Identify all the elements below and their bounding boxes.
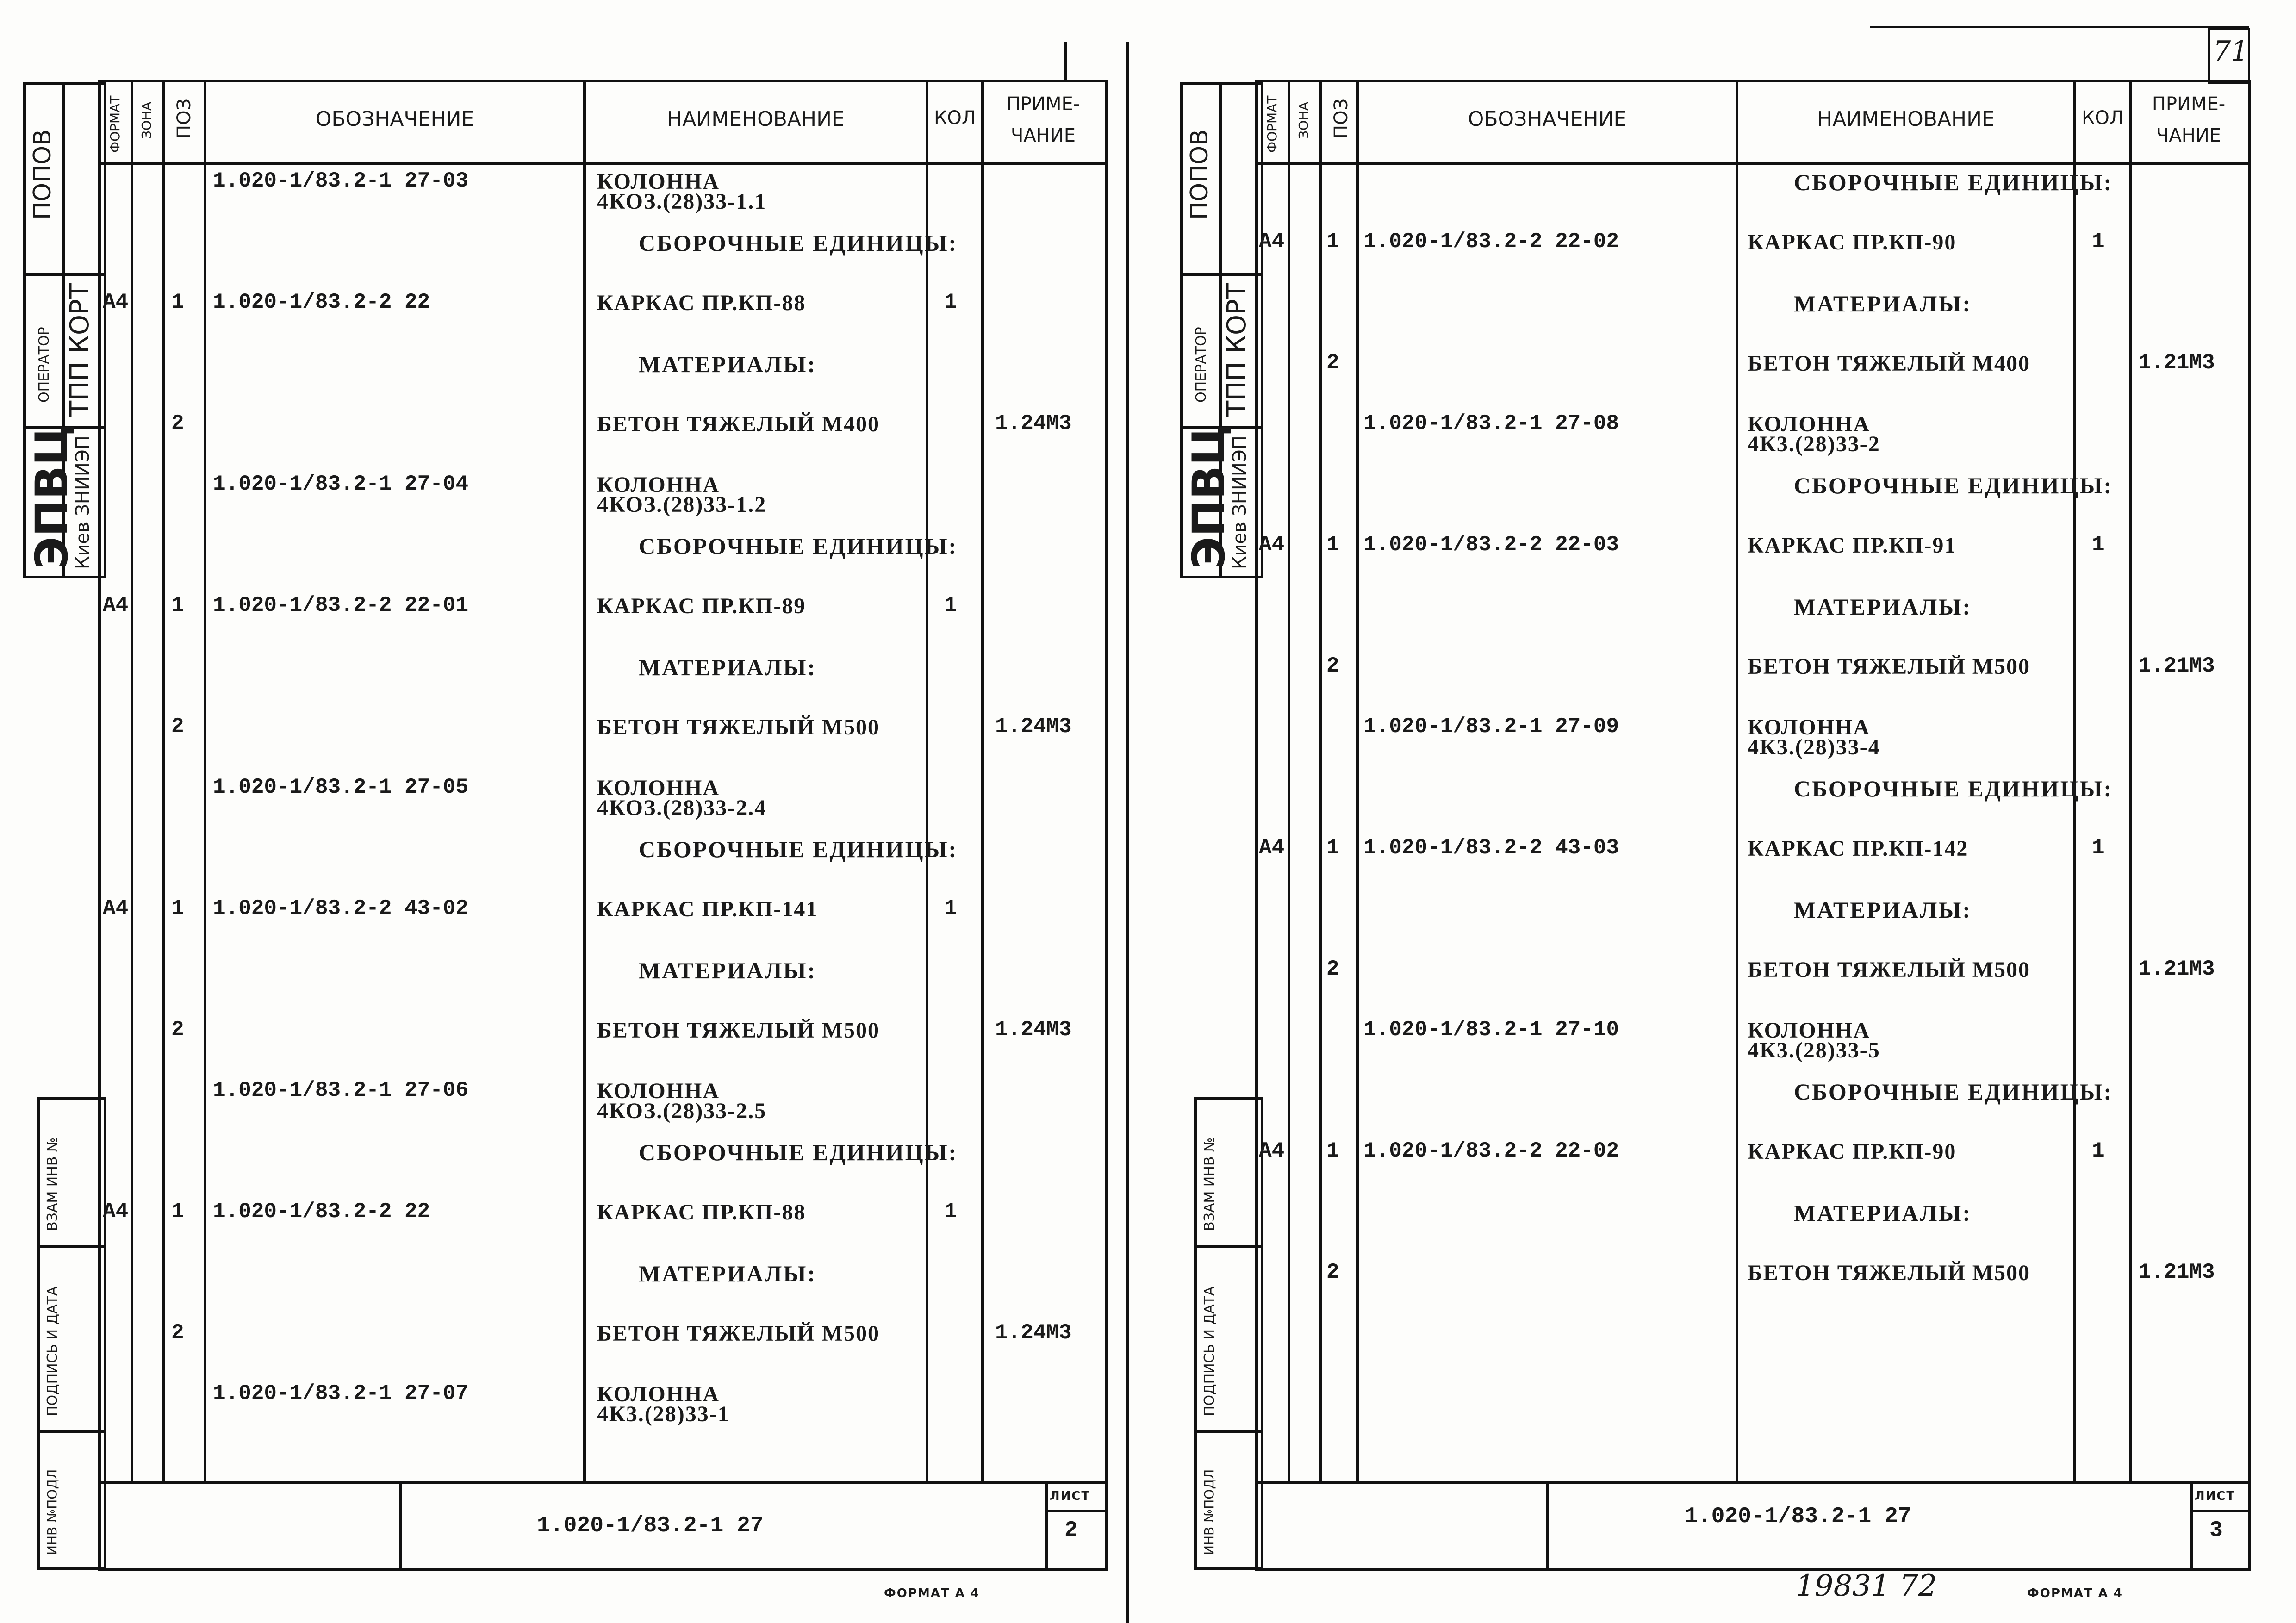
row-note: 1.21М3 [2138, 351, 2215, 375]
stamp-operator-right: ОПЕРАТОР [1193, 327, 1209, 403]
row-note: 1.21М3 [2138, 1260, 2215, 1284]
row-name: БЕТОН ТЯЖЕЛЫЙ М500 [1748, 1261, 2031, 1285]
row-qty: 1 [944, 1200, 957, 1224]
row-pos: 1 [1326, 230, 1339, 254]
row-format: А4 [103, 896, 129, 920]
row-designation: 1.020-1/83.2-2 22 [213, 1200, 430, 1224]
handwritten-note: 19831 72 [1796, 1569, 1937, 1603]
row-name: КАРКАС ПР.КП-142 [1748, 836, 1969, 861]
row-note: 1.21М3 [2138, 654, 2215, 678]
row-qty: 1 [2092, 1139, 2105, 1163]
stamp-vzam-inv-right: ВЗАМ ИНВ № [1201, 1137, 1218, 1231]
stamp-inv-podl: ИНВ №ПОДЛ [44, 1469, 60, 1555]
stamp-podpis-data-right: ПОДПИСЬ И ДАТА [1201, 1286, 1218, 1416]
row-pos: 1 [1326, 1139, 1339, 1163]
row-pos: 2 [1326, 351, 1339, 375]
row-format: А4 [103, 290, 129, 314]
row-name: КАРКАС ПР.КП-88 [597, 291, 806, 315]
row-pos: 1 [171, 593, 184, 617]
row-qty: 1 [2092, 230, 2105, 254]
row-designation: 1.020-1/83.2-1 27-08 [1363, 411, 1619, 435]
row-note: 1.21М3 [2138, 957, 2215, 981]
row-name: КОЛОННА [597, 1079, 720, 1103]
row-note: 1.24М3 [995, 1018, 1072, 1042]
row-pos: 1 [171, 896, 184, 920]
row-section-heading: СБОРОЧНЫЕ ЕДИНИЦЫ: [1794, 1079, 2113, 1105]
header-note [984, 93, 1102, 147]
row-name: КАРКАС ПР.КП-90 [1748, 1139, 1957, 1164]
header-qty-right: КОЛ [2082, 107, 2123, 129]
row-pos: 2 [1326, 957, 1339, 981]
row-pos: 2 [1326, 654, 1339, 678]
format-label-left: ФОРМАТ А 4 [884, 1586, 980, 1600]
row-qty: 1 [2092, 836, 2105, 860]
row-note: 1.24М3 [995, 411, 1072, 435]
sheet-page-2 [0, 0, 1143, 1623]
row-name-line2: 4КОЗ.(28)33-2.4 [597, 796, 767, 820]
row-name: КОЛОННА [1748, 715, 1870, 740]
row-name: КОЛОННА [597, 473, 720, 497]
row-section-heading: МАТЕРИАЛЫ: [639, 958, 817, 983]
doc-code-left: 1.020-1/83.2-1 27 [537, 1513, 764, 1538]
row-designation: 1.020-1/83.2-1 27-03 [213, 169, 469, 193]
row-name: КОЛОННА [597, 776, 720, 800]
stamp-epvc: ЭПВЦ [26, 424, 78, 569]
row-designation: 1.020-1/83.2-2 22-01 [213, 593, 469, 617]
row-name: БЕТОН ТЯЖЕЛЫЙ М500 [597, 1018, 880, 1043]
row-name: БЕТОН ТЯЖЕЛЫЙ М500 [1748, 654, 2031, 679]
sheet-label-left: ЛИСТ [1050, 1489, 1091, 1503]
row-name-line2: 4К3.(28)33-2 [1748, 432, 1880, 456]
row-designation: 1.020-1/83.2-2 43-02 [213, 896, 469, 920]
page-mark: 71 [2213, 35, 2249, 68]
row-pos: 2 [1326, 1260, 1339, 1284]
stamp-popov-right: ПОПОВ [1186, 129, 1213, 220]
stamp-tpp-kort-right: ТПП КОРТ [1222, 283, 1252, 417]
row-designation: 1.020-1/83.2-1 27-07 [213, 1381, 469, 1405]
row-name: КАРКАС ПР.КП-88 [597, 1200, 806, 1225]
row-section-heading: СБОРОЧНЫЕ ЕДИНИЦЫ: [639, 533, 958, 559]
header-format: ФОРМАТ [107, 95, 123, 153]
header-name: НАИМЕНОВАНИЕ [667, 107, 845, 131]
row-designation: 1.020-1/83.2-2 22 [213, 290, 430, 314]
stamp-operator: ОПЕРАТОР [36, 327, 52, 403]
stamp-tpp-kort: ТПП КОРТ [65, 283, 95, 417]
row-note: 1.24М3 [995, 1321, 1072, 1345]
row-name: БЕТОН ТЯЖЕЛЫЙ М400 [1748, 351, 2031, 376]
stamp-kiev: Киев ЗНИИЭП [72, 435, 93, 569]
header-note-1: ПРИМЕ- [1006, 93, 1080, 115]
row-qty: 1 [2092, 533, 2105, 557]
row-name: КОЛОННА [597, 1382, 720, 1406]
row-section-heading: МАТЕРИАЛЫ: [639, 351, 817, 377]
row-name-line2: 4К3.(28)33-4 [1748, 735, 1880, 759]
row-section-heading: СБОРОЧНЫЕ ЕДИНИЦЫ: [639, 836, 958, 862]
row-designation: 1.020-1/83.2-2 22-02 [1363, 230, 1619, 254]
row-qty: 1 [944, 593, 957, 617]
row-name: КАРКАС ПР.КП-90 [1748, 230, 1957, 255]
stamp-podpis-data: ПОДПИСЬ И ДАТА [44, 1286, 61, 1416]
row-format: А4 [1259, 1139, 1285, 1163]
row-section-heading: МАТЕРИАЛЫ: [639, 1261, 817, 1287]
header-zone-right: ЗОНА [1296, 101, 1311, 139]
header-qty: КОЛ [934, 107, 976, 129]
stamp-epvc-right: ЭПВЦ [1183, 424, 1235, 569]
header-note-right [2132, 93, 2246, 147]
header-pos-right: ПОЗ [1331, 98, 1352, 139]
row-designation: 1.020-1/83.2-1 27-06 [213, 1078, 469, 1102]
row-name: КОЛОННА [1748, 1018, 1870, 1043]
row-qty: 1 [944, 896, 957, 920]
row-format: А4 [103, 593, 129, 617]
row-name-line2: 4К3.(28)33-5 [1748, 1038, 1880, 1063]
row-designation: 1.020-1/83.2-1 27-04 [213, 472, 469, 496]
header-designation: ОБОЗНАЧЕНИЕ [315, 107, 474, 131]
row-format: А4 [103, 1200, 129, 1224]
row-section-heading: СБОРОЧНЫЕ ЕДИНИЦЫ: [1794, 776, 2113, 802]
sheet-page-3 [1166, 0, 2296, 1623]
row-pos: 1 [171, 290, 184, 314]
row-format: А4 [1259, 230, 1285, 254]
row-designation: 1.020-1/83.2-2 43-03 [1363, 836, 1619, 860]
row-name: БЕТОН ТЯЖЕЛЫЙ М500 [597, 715, 880, 740]
row-qty: 1 [944, 290, 957, 314]
sheet-number-left: 2 [1064, 1518, 1078, 1543]
row-section-heading: МАТЕРИАЛЫ: [1794, 291, 1972, 317]
header-name-right: НАИМЕНОВАНИЕ [1817, 107, 1995, 131]
row-pos: 1 [171, 1200, 184, 1224]
row-name: КОЛОННА [597, 169, 720, 194]
row-pos: 2 [171, 411, 184, 435]
row-pos: 2 [171, 1321, 184, 1345]
row-name: КОЛОННА [1748, 412, 1870, 436]
row-name-line2: 4КОЗ.(28)33-2.5 [597, 1099, 767, 1123]
stamp-inv-podl-right: ИНВ №ПОДЛ [1201, 1469, 1217, 1555]
row-pos: 2 [171, 1018, 184, 1042]
row-section-heading: МАТЕРИАЛЫ: [639, 654, 817, 680]
header-zone: ЗОНА [139, 101, 154, 139]
row-section-heading: СБОРОЧНЫЕ ЕДИНИЦЫ: [639, 1139, 958, 1165]
stamp-vzam-inv: ВЗАМ ИНВ № [44, 1137, 61, 1231]
row-designation: 1.020-1/83.2-1 27-10 [1363, 1018, 1619, 1042]
row-name-line2: 4К3.(28)33-1 [597, 1402, 730, 1426]
row-section-heading: МАТЕРИАЛЫ: [1794, 1200, 1972, 1226]
stamp-popov: ПОПОВ [29, 129, 56, 220]
header-format-right: ФОРМАТ [1264, 95, 1280, 153]
doc-code-right: 1.020-1/83.2-1 27 [1685, 1504, 1911, 1529]
row-pos: 1 [1326, 533, 1339, 557]
sheet-label-right: ЛИСТ [2195, 1489, 2236, 1503]
header-note-2: ЧАНИЕ [1010, 125, 1076, 146]
row-name-line2: 4КОЗ.(28)33-1.2 [597, 492, 767, 517]
stamp-kiev-right: Киев ЗНИИЭП [1229, 435, 1251, 569]
row-name: КАРКАС ПР.КП-141 [597, 897, 818, 921]
row-pos: 2 [171, 715, 184, 739]
format-label-right: ФОРМАТ А 4 [2027, 1586, 2123, 1600]
row-name: БЕТОН ТЯЖЕЛЫЙ М400 [597, 412, 880, 436]
row-name: БЕТОН ТЯЖЕЛЫЙ М500 [1748, 958, 2031, 982]
row-section-heading: СБОРОЧНЫЕ ЕДИНИЦЫ: [1794, 169, 2113, 195]
row-note: 1.24М3 [995, 715, 1072, 739]
row-designation: 1.020-1/83.2-2 22-02 [1363, 1139, 1619, 1163]
row-section-heading: СБОРОЧНЫЕ ЕДИНИЦЫ: [1794, 473, 2113, 498]
row-section-heading: МАТЕРИАЛЫ: [1794, 897, 1972, 923]
row-format: А4 [1259, 836, 1285, 860]
row-designation: 1.020-1/83.2-1 27-05 [213, 775, 469, 799]
row-name: КАРКАС ПР.КП-89 [597, 594, 806, 618]
row-name-line2: 4КОЗ.(28)33-1.1 [597, 189, 767, 214]
row-section-heading: СБОРОЧНЫЕ ЕДИНИЦЫ: [639, 230, 958, 256]
row-name: КАРКАС ПР.КП-91 [1748, 533, 1957, 558]
row-section-heading: МАТЕРИАЛЫ: [1794, 594, 1972, 620]
header-designation-right: ОБОЗНАЧЕНИЕ [1468, 107, 1627, 131]
row-name: БЕТОН ТЯЖЕЛЫЙ М500 [597, 1321, 880, 1346]
row-pos: 1 [1326, 836, 1339, 860]
header-note-2-right: ЧАНИЕ [2156, 125, 2221, 146]
row-format: А4 [1259, 533, 1285, 557]
spec-table-frame-right [1255, 80, 2251, 1571]
row-designation: 1.020-1/83.2-2 22-03 [1363, 533, 1619, 557]
header-note-1-right: ПРИМЕ- [2152, 93, 2226, 115]
row-designation: 1.020-1/83.2-1 27-09 [1363, 715, 1619, 739]
sheet-number-right: 3 [2209, 1518, 2223, 1543]
header-pos: ПОЗ [174, 98, 195, 139]
